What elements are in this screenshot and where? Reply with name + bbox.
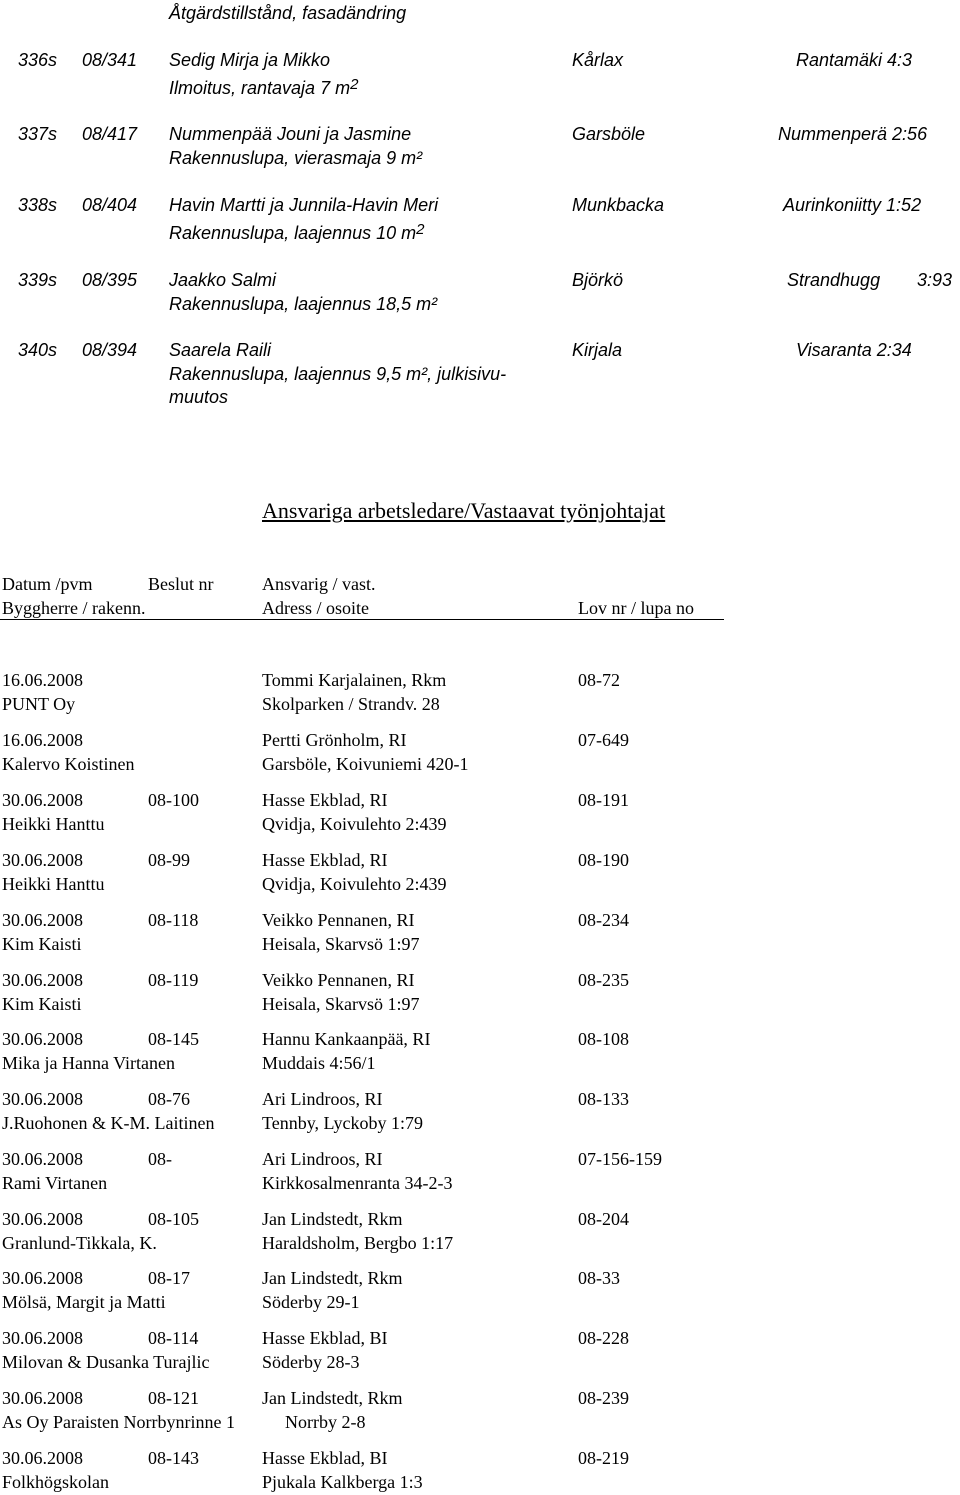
permit-applicant: Nummenpää Jouni ja Jasmine [169, 124, 412, 144]
row-builder: Milovan & Dusanka Turajlic [2, 1352, 210, 1372]
row-permit-number: 08-190 [578, 850, 629, 870]
header-address: Adress / osoite [262, 598, 369, 618]
row-address: Söderby 28-3 [262, 1352, 360, 1372]
row-date: 30.06.2008 [2, 1328, 83, 1348]
row-decision-number: 08-119 [148, 970, 199, 990]
row-address: Haraldsholm, Bergbo 1:17 [262, 1233, 454, 1253]
row-responsible: Jan Lindstedt, Rkm [262, 1388, 403, 1408]
row-responsible: Tommi Karjalainen, Rkm [262, 670, 447, 690]
row-address: Norrby 2-8 [285, 1412, 366, 1432]
permit-property: Visaranta 2:34 [796, 340, 912, 360]
row-address: Pjukala Kalkberga 1:3 [262, 1472, 423, 1492]
permit-description: Rakennuslupa, laajennus 18,5 m² [169, 294, 438, 314]
row-builder: Kim Kaisti [2, 934, 82, 954]
row-builder: As Oy Paraisten Norrbynrinne 1 [2, 1412, 235, 1432]
row-address: Söderby 29-1 [262, 1292, 360, 1312]
permit-description: Rakennuslupa, laajennus 10 $m^2$ [169, 221, 425, 243]
row-decision-number: 08- [148, 1149, 172, 1169]
permit-number: 338s [18, 195, 58, 215]
row-date: 30.06.2008 [2, 1089, 83, 1109]
row-date: 30.06.2008 [2, 1388, 83, 1408]
row-date: 16.06.2008 [2, 670, 83, 690]
permit-applicant: Jaakko Salmi [169, 270, 277, 290]
row-builder: Folkhögskolan [2, 1472, 110, 1492]
permit-number: 340s [18, 340, 58, 360]
row-builder: Rami Virtanen [2, 1173, 108, 1193]
row-date: 30.06.2008 [2, 1029, 83, 1049]
row-date: 30.06.2008 [2, 970, 83, 990]
permit-property-number: 3:93 [917, 270, 953, 290]
permit-applicant: Havin Martti ja Junnila-Havin Meri [169, 195, 439, 215]
permit-village: Kårlax [572, 50, 624, 70]
row-responsible: Hasse Ekblad, BI [262, 1448, 388, 1468]
row-address: Heisala, Skarvsö 1:97 [262, 994, 420, 1014]
permit-applicant: Saarela Raili [169, 340, 272, 360]
row-decision-number: 08-105 [148, 1209, 199, 1229]
row-address: Garsböle, Koivuniemi 420-1 [262, 754, 469, 774]
row-address: Qvidja, Koivulehto 2:439 [262, 874, 447, 894]
row-address: Muddais 4:56/1 [262, 1053, 376, 1073]
row-address: Tennby, Lyckoby 1:79 [262, 1113, 424, 1133]
permit-property: Nummenperä 2:56 [778, 124, 928, 144]
row-permit-number: 08-108 [578, 1029, 629, 1049]
permit-village: Kirjala [572, 340, 623, 360]
permit-number: 337s [18, 124, 58, 144]
row-decision-number: 08-118 [148, 910, 199, 930]
row-responsible: Jan Lindstedt, Rkm [262, 1209, 403, 1229]
row-permit-number: 08-33 [578, 1268, 620, 1288]
row-permit-number: 08-235 [578, 970, 629, 990]
row-permit-number: 08-219 [578, 1448, 629, 1468]
row-builder: J.Ruohonen & K-M. Laitinen [2, 1113, 215, 1133]
row-builder: Heikki Hanttu [2, 874, 105, 894]
row-builder: Kim Kaisti [2, 994, 82, 1014]
row-permit-number: 08-191 [578, 790, 629, 810]
header-builder: Byggherre / rakenn. [2, 598, 146, 618]
row-decision-number: 08-143 [148, 1448, 199, 1468]
permit-description: Rakennuslupa, laajennus 9,5 m², julkisivu- [169, 364, 507, 384]
section-title-supervisors: Ansvariga arbetsledare/Vastaavat työnjohtajat [262, 498, 666, 523]
row-date: 30.06.2008 [2, 1268, 83, 1288]
row-decision-number: 08-100 [148, 790, 199, 810]
permit-number: 339s [18, 270, 58, 290]
row-date: 16.06.2008 [2, 730, 83, 750]
row-permit-number: 07-156-159 [578, 1149, 662, 1169]
header-responsible: Ansvarig / vast. [262, 574, 376, 594]
row-date: 30.06.2008 [2, 1149, 83, 1169]
permit-ref: 08/395 [82, 270, 138, 290]
row-responsible: Hasse Ekblad, RI [262, 790, 388, 810]
row-responsible: Hasse Ekblad, BI [262, 1328, 388, 1348]
permit-property: Aurinkoniitty 1:52 [783, 195, 922, 215]
row-date: 30.06.2008 [2, 910, 83, 930]
row-address: Skolparken / Strandv. 28 [262, 694, 440, 714]
row-responsible: Ari Lindroos, RI [262, 1089, 383, 1109]
permit-property: Strandhugg [787, 270, 881, 290]
row-date: 30.06.2008 [2, 790, 83, 810]
permit-ref: 08/417 [82, 124, 138, 144]
row-address: Heisala, Skarvsö 1:97 [262, 934, 420, 954]
row-date: 30.06.2008 [2, 850, 83, 870]
permit-village: Björkö [572, 270, 624, 290]
permit-property: Rantamäki 4:3 [796, 50, 913, 70]
row-decision-number: 08-17 [148, 1268, 190, 1288]
permit-applicant: Sedig Mirja ja Mikko [169, 50, 331, 70]
row-permit-number: 07-649 [578, 730, 629, 750]
permit-village: Garsböle [572, 124, 646, 144]
row-permit-number: 08-133 [578, 1089, 629, 1109]
row-responsible: Veikko Pennanen, RI [262, 970, 415, 990]
row-date: 30.06.2008 [2, 1209, 83, 1229]
row-decision-number: 08-145 [148, 1029, 199, 1049]
row-responsible: Jan Lindstedt, Rkm [262, 1268, 403, 1288]
section-title-permits: Åtgärdstillstånd, fasadändring [169, 3, 407, 23]
row-builder: Kalervo Koistinen [2, 754, 135, 774]
header-decision: Beslut nr [148, 574, 214, 594]
row-builder: Granlund-Tikkala, K. [2, 1233, 157, 1253]
row-permit-number: 08-204 [578, 1209, 629, 1229]
row-builder: Mölsä, Margit ja Matti [2, 1292, 166, 1312]
permit-number: 336s [18, 50, 58, 70]
permit-village: Munkbacka [572, 195, 665, 215]
header-underline [0, 619, 724, 620]
row-responsible: Pertti Grönholm, RI [262, 730, 407, 750]
row-address: Qvidja, Koivulehto 2:439 [262, 814, 447, 834]
permit-ref: 08/341 [82, 50, 138, 70]
row-decision-number: 08-76 [148, 1089, 190, 1109]
permit-description: Rakennuslupa, vierasmaja 9 m² [169, 148, 423, 168]
row-decision-number: 08-121 [148, 1388, 199, 1408]
permit-ref: 08/394 [82, 340, 138, 360]
row-responsible: Veikko Pennanen, RI [262, 910, 415, 930]
row-permit-number: 08-72 [578, 670, 620, 690]
row-permit-number: 08-228 [578, 1328, 629, 1348]
row-builder: PUNT Oy [2, 694, 76, 714]
row-address: Kirkkosalmenranta 34-2-3 [262, 1173, 453, 1193]
row-permit-number: 08-234 [578, 910, 629, 930]
permit-description-cont: muutos [169, 387, 229, 407]
header-date: Datum /pvm [2, 574, 93, 594]
header-permit: Lov nr / lupa no [578, 598, 694, 618]
row-responsible: Ari Lindroos, RI [262, 1149, 383, 1169]
row-decision-number: 08-99 [148, 850, 190, 870]
row-builder: Mika ja Hanna Virtanen [2, 1053, 176, 1073]
row-decision-number: 08-114 [148, 1328, 199, 1348]
row-permit-number: 08-239 [578, 1388, 629, 1408]
permit-ref: 08/404 [82, 195, 138, 215]
permit-description: Ilmoitus, rantavaja 7 $m^2$ [169, 76, 359, 98]
row-date: 30.06.2008 [2, 1448, 83, 1468]
row-responsible: Hannu Kankaanpää, RI [262, 1029, 431, 1049]
row-builder: Heikki Hanttu [2, 814, 105, 834]
row-responsible: Hasse Ekblad, RI [262, 850, 388, 870]
